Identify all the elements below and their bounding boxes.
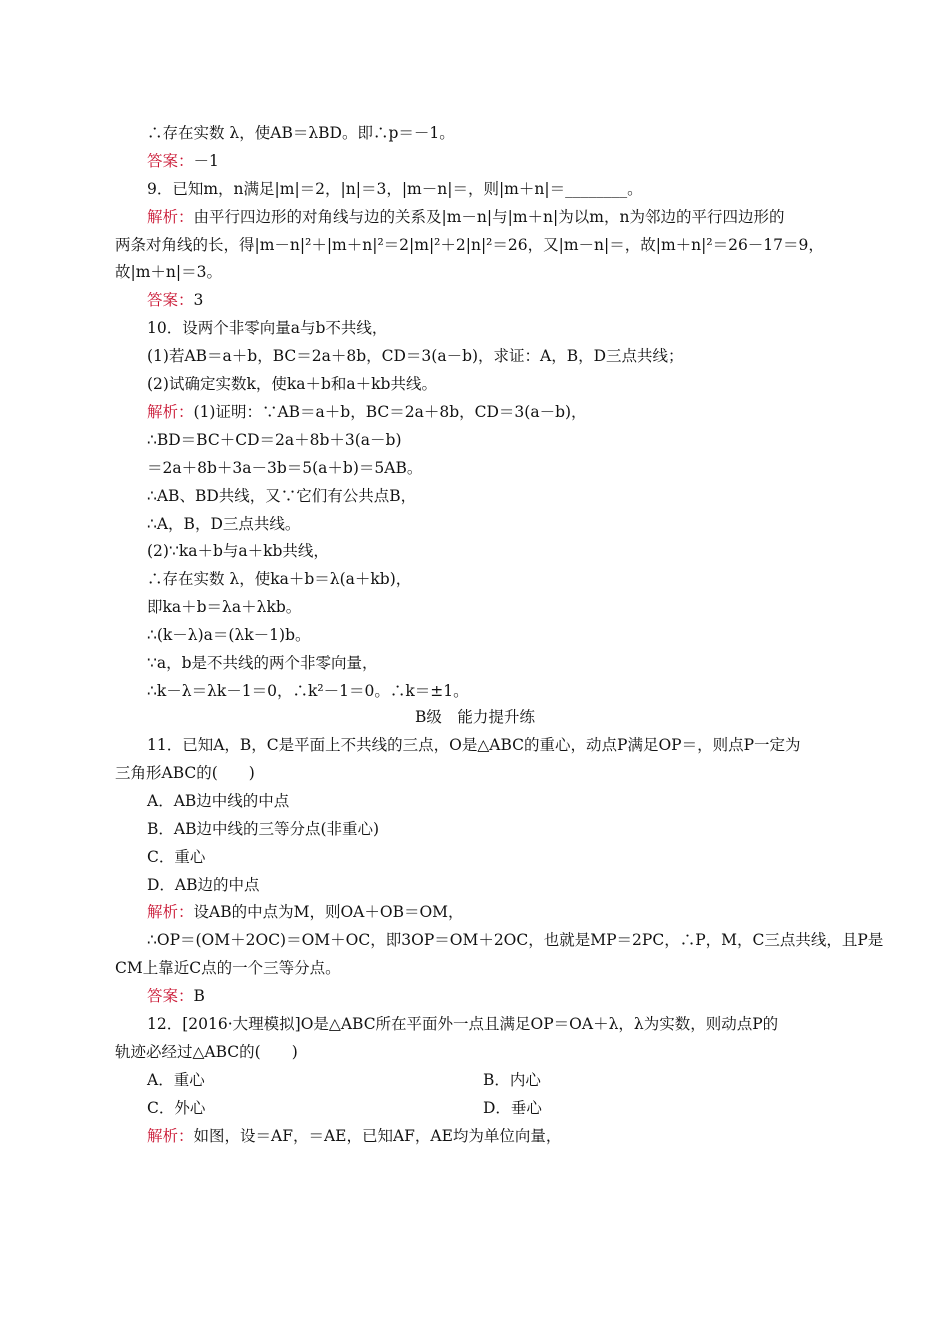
text-line: 故|m＋n|＝3。: [115, 263, 222, 281]
option-a: A．AB边中线的中点: [147, 792, 290, 810]
text-line: 轨迹必经过△ABC的( ): [115, 1043, 298, 1061]
answer-value: －1: [193, 152, 219, 170]
answer-label: 答案：: [147, 987, 194, 1005]
problem-10: 10．设两个非零向量a与b不共线，: [147, 319, 388, 337]
problem-11: 11．已知A，B，C是平面上不共线的三点，O是△ABC的重心，动点P满足OP＝，则点P一定为: [147, 736, 801, 754]
option-c: C．重心: [147, 848, 206, 866]
text-line: ＝2a＋8b＋3a－3b＝5(a＋b)＝5AB。: [147, 459, 423, 477]
text-line: 即ka＋b＝λa＋λkb。: [147, 598, 302, 616]
answer-line: [147, 986, 877, 1006]
text-line: ∴A，B，D三点共线。: [147, 515, 301, 533]
problem-9: 9．已知m，n满足|m|＝2，|n|＝3，|m－n|＝，则|m＋n|＝________。: [147, 180, 643, 198]
option-row: [147, 1098, 877, 1118]
text-line: (2)∵ka＋b与a＋kb共线，: [147, 542, 329, 560]
text-line: (1)若AB＝a＋b，BC＝2a＋8b，CD＝3(a－b)，求证：A，B，D三点共线；: [147, 347, 684, 365]
option-b: B．内心: [483, 1071, 541, 1089]
solution-label: 解析：: [147, 903, 194, 921]
solution-label: 解析：: [147, 208, 194, 226]
solution-text: (1)证明：∵AB＝a＋b，BC＝2a＋8b，CD＝3(a－b)，: [193, 403, 587, 421]
option-b: B．AB边中线的三等分点(非重心): [147, 820, 380, 838]
text-line: ∴OP＝(OM＋2OC)＝OM＋OC，即3OP＝OM＋2OC，也就是MP＝2PC，∴P，M，C三点共线，且P是: [147, 931, 884, 949]
text-line: ∴k－λ＝λk－1＝0，∴k²－1＝0。∴k＝±1。: [147, 682, 469, 700]
answer-value: B: [193, 987, 205, 1005]
text-line: ∵a，b是不共线的两个非零向量，: [147, 654, 378, 672]
solution-line: [147, 1126, 877, 1146]
answer-line: [147, 151, 877, 171]
option-d: D．垂心: [483, 1099, 542, 1117]
solution-line: [147, 207, 877, 227]
text-line: ∴存在实数 λ，使AB＝λBD。即∴p＝－1。: [147, 124, 455, 142]
text-line: ∴AB、BD共线，又∵它们有公共点B，: [147, 487, 417, 505]
option-row: [147, 1070, 877, 1090]
text-line: ∴存在实数 λ，使ka＋b＝λ(a＋kb)，: [147, 570, 412, 588]
text-line: ∴BD＝BC＋CD＝2a＋8b＋3(a－b): [147, 431, 402, 449]
option-d: D．AB边的中点: [147, 876, 260, 894]
text-line: 两条对角线的长，得|m－n|²＋|m＋n|²＝2|m|²＋2|n|²＝26，又|m－n|＝，故|m＋n|²＝26－17＝9，: [115, 236, 824, 254]
text-line: CM上靠近C点的一个三等分点。: [115, 959, 341, 977]
solution-text: 如图，设＝AF，＝AE，已知AF，AE均为单位向量，: [193, 1127, 562, 1145]
solution-label: 解析：: [147, 403, 194, 421]
solution-label: 解析：: [147, 1127, 194, 1145]
solution-line: [147, 402, 877, 422]
option-a: A．重心: [147, 1071, 205, 1089]
section-heading: B级 能力提升练: [415, 708, 535, 726]
answer-label: 答案：: [147, 152, 194, 170]
text-line: (2)试确定实数k，使ka＋b和a＋kb共线。: [147, 375, 437, 393]
solution-line: [147, 902, 877, 922]
option-c: C．外心: [147, 1099, 206, 1117]
answer-value: 3: [193, 291, 204, 309]
text-line: ∴(k－λ)a＝(λk－1)b。: [147, 626, 311, 644]
answer-label: 答案：: [147, 291, 194, 309]
answer-line: [147, 290, 877, 310]
problem-12: 12．[2016·大理模拟]O是△ABC所在平面外一点且满足OP＝OA＋λ，λ为实数，则动点P的: [147, 1015, 779, 1033]
text-line: 三角形ABC的( ): [115, 764, 255, 782]
solution-text: 由平行四边形的对角线与边的关系及|m－n|与|m＋n|为以m，n为邻边的平行四边形的: [193, 208, 785, 226]
solution-text: 设AB的中点为M，则OA＋OB＝OM，: [193, 903, 464, 921]
